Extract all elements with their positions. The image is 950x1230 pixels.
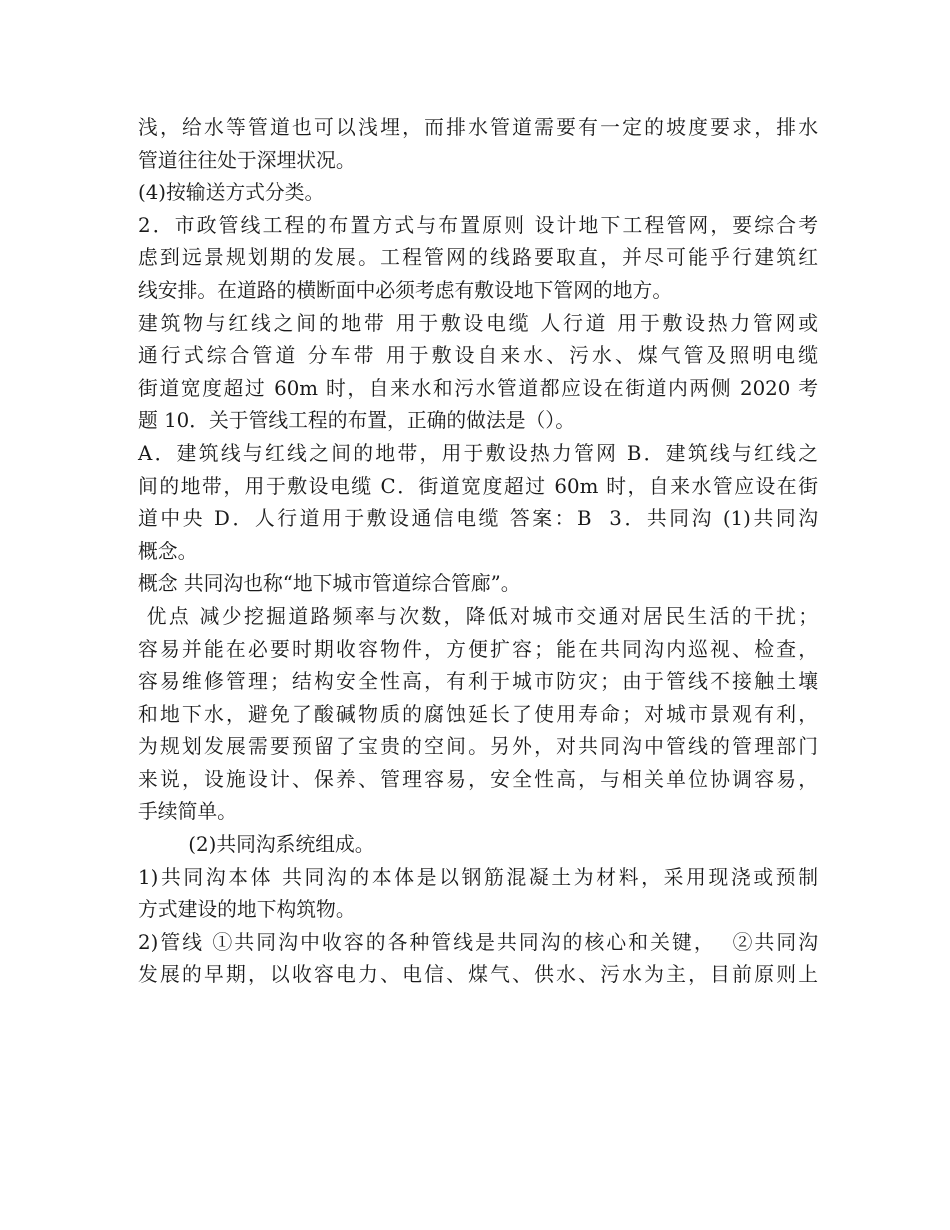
text-line: A．建筑线与红线之间的地带，用于敷设热力管网 B．建筑线与红线之 xyxy=(138,441,818,465)
text-line: 1)共同沟本体 共同沟的本体是以钢筋混凝土为材料，采用现浇或预制 xyxy=(138,865,818,889)
text-line: 线安排。在道路的横断面中必须考虑有敷设地下管网的地方。 xyxy=(138,278,673,302)
text-line: 手续简单。 xyxy=(138,800,237,824)
text-line: 优点 减少挖掘道路频率与次数，降低对城市交通对居民生活的干扰； xyxy=(138,604,818,628)
text-line: (2)共同沟系统组成。 xyxy=(138,833,375,857)
text-line: 为规划发展需要预留了宝贵的空间。另外，对共同沟中管线的管理部门 xyxy=(138,735,818,759)
text-line: 道中央 D．人行道用于敷设通信电缆 答案：B 3．共同沟 (1)共同沟 xyxy=(138,507,818,531)
text-line: (4)按输送方式分类。 xyxy=(138,181,325,205)
text-line: 通行式综合管道 分车带 用于敷设自来水、污水、煤气管及照明电缆 xyxy=(138,344,818,368)
text-line: 方式建设的地下构筑物。 xyxy=(138,898,356,922)
text-line: 间的地带，用于敷设电缆 C．街道宽度超过 60m 时，自来水管应设在街 xyxy=(138,474,818,498)
text-line: 浅，给水等管道也可以浅埋，而排水管道需要有一定的坡度要求，排水 xyxy=(138,116,818,139)
text-line: 容易维修管理；结构安全性高，有利于城市防灾；由于管线不接触土壤 xyxy=(138,670,818,694)
document-body xyxy=(138,112,818,992)
text-line: 题 10．关于管线工程的布置，正确的做法是（）。 xyxy=(138,409,575,433)
text-line: 街道宽度超过 60m 时，自来水和污水管道都应设在街道内两侧 2020 考 xyxy=(138,376,818,400)
text-line: 容易并能在必要时期收容物件，方便扩容；能在共同沟内巡视、检查， xyxy=(138,637,818,661)
text-line: 来说，设施设计、保养、管理容易，安全性高，与相关单位协调容易， xyxy=(138,767,818,791)
text-line: 2．市政管线工程的布置方式与布置原则 设计地下工程管网，要综合考 xyxy=(138,213,818,237)
text-line: 概念 共同沟也称“地下城市管道综合管廊”。 xyxy=(138,572,521,596)
text-line: 概念。 xyxy=(138,539,198,563)
text-line: 虑到远景规划期的发展。工程管网的线路要取直，并尽可能乎行建筑红 xyxy=(138,246,818,270)
text-line: 和地下水，避免了酸碱物质的腐蚀延长了使用寿命；对城市景观有利， xyxy=(138,702,818,726)
text-line: 2)管线 ①共同沟中收容的各种管线是共同沟的核心和关键， ②共同沟 xyxy=(138,930,818,954)
text-line: 建筑物与红线之间的地带 用于敷设电缆 人行道 用于敷设热力管网或 xyxy=(138,311,818,335)
text-line: 发展的早期，以收容电力、电信、煤气、供水、污水为主，目前原则上 xyxy=(138,963,818,987)
text-line: 管道往往处于深埋状况。 xyxy=(138,148,356,172)
